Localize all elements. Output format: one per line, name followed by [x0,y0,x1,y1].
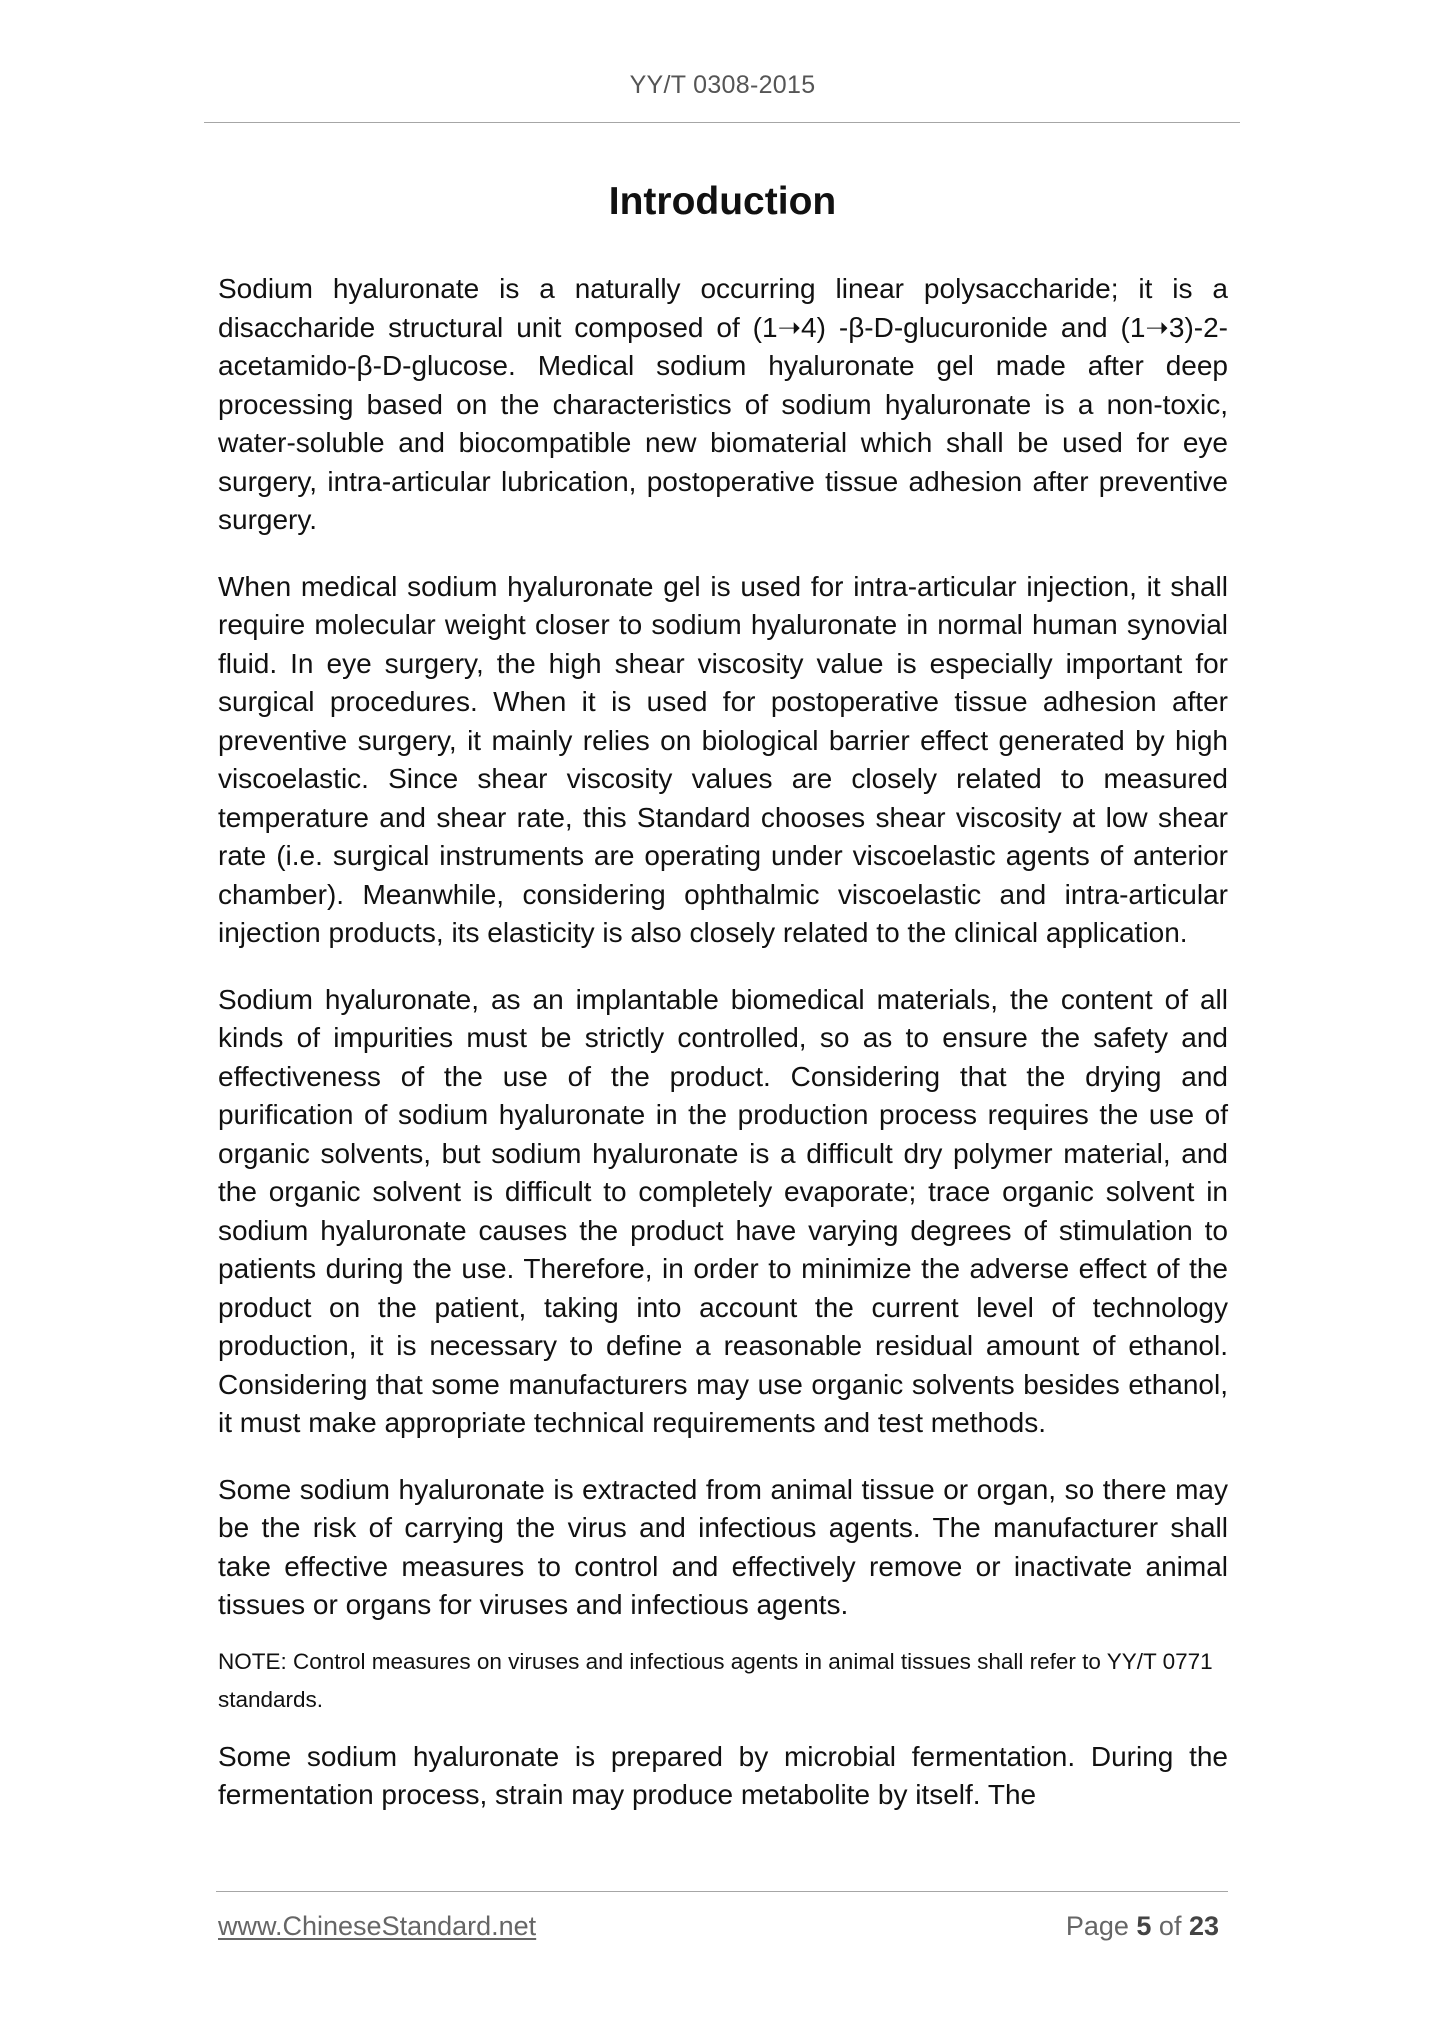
paragraph: When medical sodium hyaluronate gel is used for intra-articular injection, it shall require molecular weight closer to sodium hyaluronate in normal human synovial fluid. In eye surgery, the high shear viscosity value is especially important for surgical procedures. When it is used for postoperative tissue adhesion after preventive surgery, it mainly relies on biological barrier effect generated by high viscoelastic. Since shear viscosity values are closely related to measured temperature and shear rate, this Standard chooses shear viscosity at low shear rate (i.e. surgical instruments are operating under viscoelastic agents of anterior chamber). Meanwhile, considering ophthalmic viscoelastic and intra-articular injection products, its elasticity is also closely related to the clinical application. [218,570,1228,948]
page-of: of [1151,1911,1189,1941]
page-total: 23 [1188,1911,1219,1941]
note: NOTE: Control measures on viruses and infectious agents in animal tissues shall refer to YY/T 0771 standards. [218,1648,1213,1712]
header-divider [204,122,1240,123]
page-number [1066,1911,1219,1942]
page-prefix: Page [1065,1911,1137,1941]
paragraph: Some sodium hyaluronate is prepared by microbial fermentation. During the fermentation process, strain may produce metabolite by itself. The [218,1740,1228,1810]
paragraph: Sodium hyaluronate is a naturally occurring linear polysaccharide; it is a disaccharide structural unit composed of (1➝4) -β-D-glucuronide and (1➝3)-2-acetamido-β-D-glucose. Medical sodium hyaluronate gel made after deep processing based on the characteristics of sodium hyaluronate is a non-toxic, water-soluble and biocompatible new biomaterial which shall be used for eye surgery, intra-articular lubrication, postoperative tissue adhesion after preventive surgery. [218,273,1228,535]
paragraph: Sodium hyaluronate, as an implantable biomedical materials, the content of all kinds of impurities must be strictly controlled, so as to ensure the safety and effectiveness of the use of the product. Considering that the drying and purification of sodium hyaluronate in the production process requires the use of organic solvents, but sodium hyaluronate is a difficult dry polymer material, and the organic solvent is difficult to completely evaporate; trace organic solvent in sodium hyaluronate causes the product have varying degrees of stimulation to patients during the use. Therefore, in order to minimize the adverse effect of the product on the patient, taking into account the current level of technology production, it is necessary to define a reasonable residual amount of ethanol. Considering that some manufacturers may use organic solvents besides ethanol, it must make appropriate technical requirements and test methods. [218,983,1228,1438]
page-title: Introduction [608,180,837,223]
footer-divider [216,1891,1228,1892]
page-current: 5 [1136,1911,1152,1941]
document-code: YY/T 0308-2015 [629,71,816,99]
document-body [218,270,1228,1843]
website-link[interactable]: www.ChineseStandard.net [218,1911,537,1941]
paragraph: Some sodium hyaluronate is extracted from animal tissue or organ, so there may be the risk of carrying the virus and infectious agents. The manufacturer shall take effective measures to control and effectively remove or inactivate animal tissues or organs for viruses and infectious agents. [218,1473,1228,1620]
